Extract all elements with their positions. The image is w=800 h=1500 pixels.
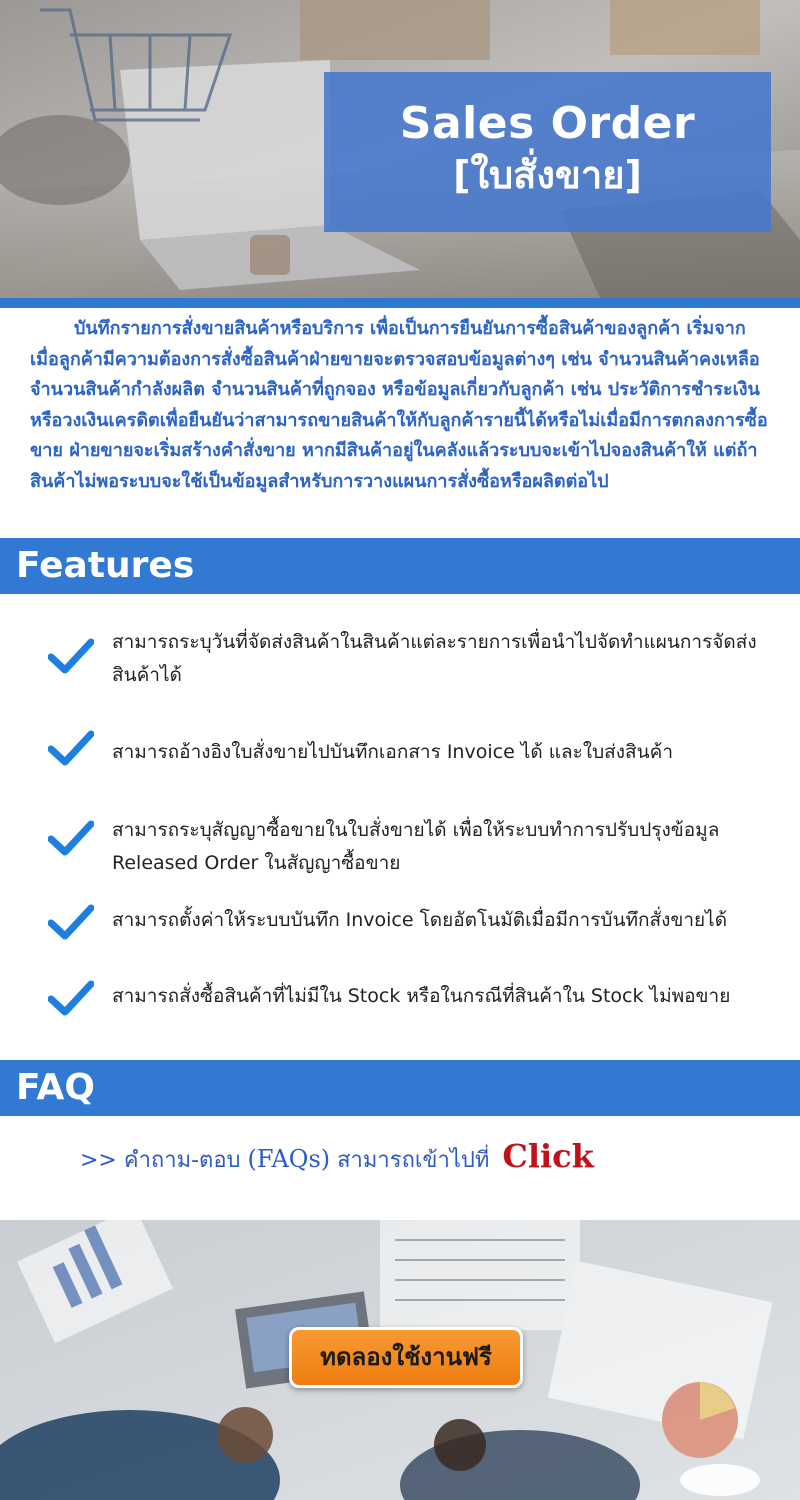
hero-banner (0, 0, 800, 298)
page-subtitle: [ใบสั่งขาย] (453, 153, 642, 197)
faq-heading: FAQ (0, 1060, 800, 1116)
intro-text: บันทึกรายการสั่งขายสินค้าหรือบริการ เพื่อเป็นการยืนยันการซื้อสินค้าของลูกค้า เริ่มจากเมื่อลูกค้ามีความต้องการสั่งซื้อสินค้าฝ่ายขายจะตรวจสอบข้อมูลต่างๆ เช่น จำนวนสินค้าคงเหลือ จำนวนสินค้ากำลังผลิต จำนวนสินค้าที่ถูกจอง หรือข้อมูลเกี่ยวกับลูกค้า เช่น ประวัติการชำระเงินหรือวงเงินเครดิตเพื่อยืนยันว่าสามารถขายสินค้าให้กับลูกค้ารายนี้ได้หรือไม่เมื่อมีการตกลงการซื้อขาย ฝ่ายขายจะเริ่มสร้างคำสั่งขาย หากมีสินค้าอยู่ในคลังแล้วระบบจะเข้าไปจองสินค้าให้ แต่ถ้าสินค้าไม่พอระบบจะใช้เป็นข้อมูลสำหรับการวางแผนการสั่งซื้อหรือผลิตต่อไป (30, 318, 768, 492)
faq-line (80, 1132, 760, 1182)
hero-divider (0, 298, 800, 308)
faq-click-link[interactable]: Click (502, 1137, 594, 1175)
faq-faqs-label: (FAQs) (247, 1145, 331, 1173)
feature-text: สามารถตั้งค่าให้ระบบบันทึก Invoice โดยอัตโนมัติเมื่อมีการบันทึกสั่งขายได้ (112, 909, 728, 931)
feature-text: สามารถอ้างอิงใบสั่งขายไปบันทึกเอกสาร Invoice ได้ และใบส่งสินค้า (112, 741, 674, 763)
free-trial-button[interactable]: ทดลองใช้งานฟรี (289, 1327, 523, 1388)
faq-prefix: >> คำถาม-ตอบ (80, 1148, 248, 1173)
features-list (0, 610, 800, 1030)
page-title: Sales Order (399, 98, 696, 149)
intro-section (0, 314, 800, 534)
feature-text: สามารถระบุวันที่จัดส่งสินค้าในสินค้าแต่ละรายการเพื่อนำไปจัดทำแผนการจัดส่งสินค้าได้ (112, 631, 757, 686)
features-heading: Features (0, 538, 800, 594)
feature-text: สามารถสั่งซื้อสินค้าที่ไม่มีใน Stock หรือในกรณีที่สินค้าใน Stock ไม่พอขาย (112, 985, 731, 1007)
check-icon (48, 638, 94, 674)
feature-text: สามารถระบุสัญญาซื้อขายในใบสั่งขายได้ เพื่อให้ระบบทำการปรับปรุงข้อมูล Released Order ในสัญญาซื้อขาย (112, 819, 720, 874)
check-icon (48, 820, 94, 856)
check-icon (48, 980, 94, 1016)
hero-title-box (324, 72, 771, 232)
check-icon (48, 904, 94, 940)
faq-middle: สามารถเข้าไปที่ (330, 1148, 497, 1173)
check-icon (48, 730, 94, 766)
